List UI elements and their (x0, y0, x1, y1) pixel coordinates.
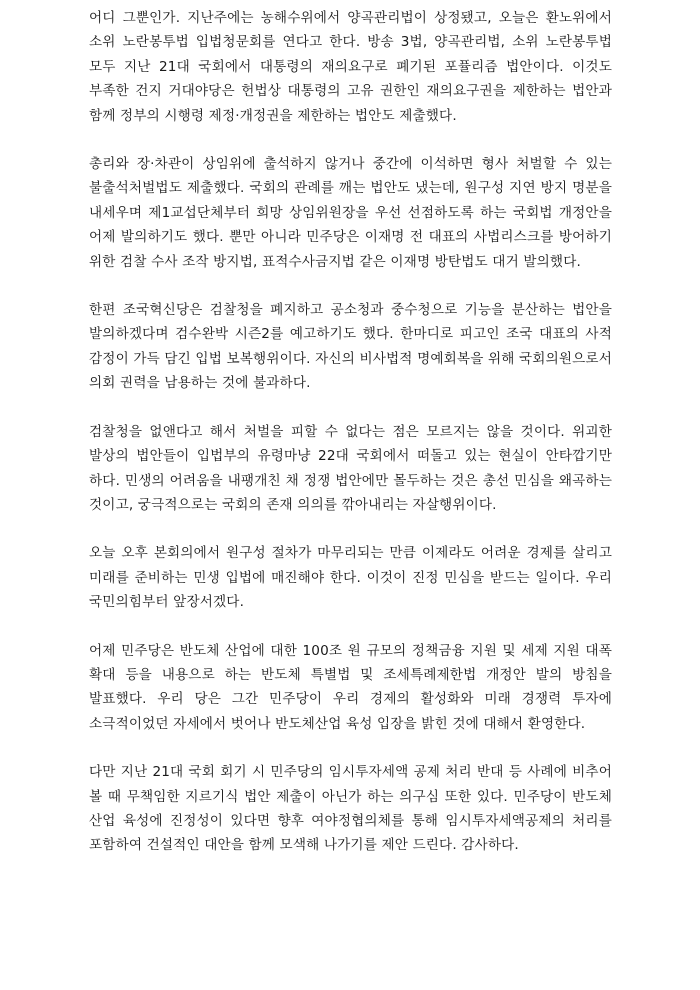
paragraph-4: 검찰청을 없앤다고 해서 처벌을 피할 수 없다는 점은 모르지는 않을 것이다. 위괴한 발상의 법안들이 입법부의 유령마냥 22대 국회에서 떠돌고 있는 현실이 안타깝기만 하다. 민생의 어려움을 내팽개친 채 정쟁 법안에만 몰두하는 것은 총선 민심을 왜곡하는 것이고, 궁극적으로는 국회의 존재 의의를 깎아내리는 자살행위이다. (89, 423, 612, 513)
paragraph-2: 총리와 장·차관이 상임위에 출석하지 않거나 중간에 이석하면 형사 처벌할 수 있는 불출석처벌법도 제출했다. 국회의 관례를 깨는 법안도 냈는데, 원구성 지연 방지 명분을 내세우며 제1교섭단체부터 희망 상임위원장을 우선 선점하도록 하는 국회법 개정안을 어제 발의하기도 했다. 뿐만 아니라 민주당은 이재명 전 대표의 사법리스크를 방어하기 위한 검찰 수사 조작 방지법, 표적수사금지법 같은 이재명 방탄법도 대거 발의했다. (89, 156, 612, 270)
paragraph-1: 어디 그뿐인가. 지난주에는 농해수위에서 양곡관리법이 상정됐고, 오늘은 환노위에서 소위 노란봉투법 입법청문회를 연다고 한다. 방송 3법, 양곡관리법, 소위 노란봉투법 모두 지난 21대 국회에서 대통령의 재의요구로 폐기된 포퓰리즘 법안이다. 이것도 부족한 건지 거대야당은 헌법상 대통령의 고유 권한인 재의요구권을 제한하는 법안과 함께 정부의 시행령 제정·개정권을 제한하는 법안도 제출했다. (89, 10, 612, 124)
paragraph-7: 다만 지난 21대 국회 회기 시 민주당의 임시투자세액 공제 처리 반대 등 사례에 비추어 볼 때 무책임한 지르기식 법안 제출이 아닌가 하는 의구심 또한 있다. 민주당이 반도체 산업 육성에 진정성이 있다면 향후 여야정협의체를 통해 임시투자세액공제의 처리를 포함하여 건설적인 대안을 함께 모색해 나가기를 제안 드린다. 감사하다. (89, 764, 612, 854)
paragraph-3: 한편 조국혁신당은 검찰청을 폐지하고 공소청과 중수청으로 기능을 분산하는 법안을 발의하겠다며 검수완박 시즌2를 예고하기도 했다. 한마디로 피고인 조국 대표의 사적 감정이 가득 담긴 입법 보복행위이다. 자신의 비사법적 명예회복을 위해 국회의원으로서 의회 권력을 남용하는 것에 불과하다. (89, 302, 612, 392)
document-page (89, 6, 612, 882)
paragraph-5: 오늘 오후 본회의에서 원구성 절차가 마무리되는 만큼 이제라도 어려운 경제를 살리고 미래를 준비하는 민생 입법에 매진해야 한다. 이것이 진정 민심을 받드는 일이다. 우리 국민의힘부터 앞장서겠다. (89, 545, 612, 611)
paragraph-6: 어제 민주당은 반도체 산업에 대한 100조 원 규모의 정책금융 지원 및 세제 지원 대폭 확대 등을 내용으로 하는 반도체 특별법 및 조세특례제한법 개정안 발의 방침을 발표했다. 우리 당은 그간 민주당이 우리 경제의 활성화와 미래 경쟁력 투자에 소극적이었던 자세에서 벗어나 반도체산업 육성 입장을 밝힌 것에 대해서 환영한다. (89, 642, 612, 732)
